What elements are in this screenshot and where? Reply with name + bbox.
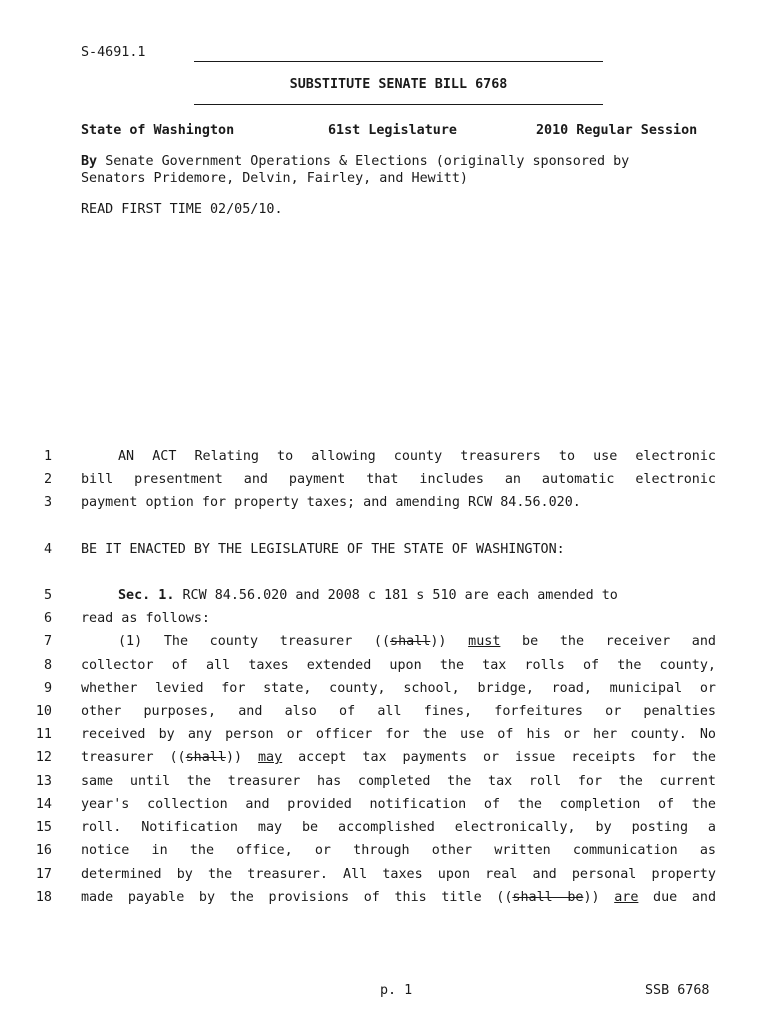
bill-title: SUBSTITUTE SENATE BILL 6768 — [289, 77, 508, 92]
line-number: 15 — [35, 820, 52, 835]
body-line-6: read as follows: — [81, 611, 210, 626]
line-number: 7 — [43, 634, 52, 649]
line-number: 2 — [43, 472, 52, 487]
deleted-text: shall — [185, 750, 226, 765]
inserted-text: must — [468, 634, 501, 649]
line-number: 10 — [35, 704, 52, 719]
line-number: 9 — [43, 681, 52, 696]
line-number: 4 — [43, 542, 52, 557]
header-rule-top — [194, 61, 603, 62]
line-number: 17 — [35, 867, 52, 882]
line-number: 18 — [35, 890, 52, 905]
session-label: 2010 Regular Session — [536, 123, 698, 138]
body-line-14: year's collection and provided notification of the completion of the — [81, 797, 716, 812]
page-number: p. 1 — [380, 983, 413, 998]
line-number: 8 — [43, 658, 52, 673]
line-number: 13 — [35, 774, 52, 789]
line-number: 14 — [35, 797, 52, 812]
body-line-2: bill presentment and payment that includes an automatic electronic — [81, 472, 716, 487]
read-first-time: READ FIRST TIME 02/05/10. — [81, 202, 283, 217]
line-number: 1 — [43, 449, 52, 464]
body-line-3: payment option for property taxes; and amending RCW 84.56.020. — [81, 495, 581, 510]
state-label: State of Washington — [81, 123, 235, 138]
inserted-text: may — [258, 750, 283, 765]
line-18-c: due and — [638, 890, 717, 905]
line-number: 3 — [43, 495, 52, 510]
body-line-7 — [81, 634, 716, 649]
deleted-text: shall — [390, 634, 431, 649]
inserted-text: are — [614, 890, 639, 905]
line-12-c: accept tax payments or issue receipts for the — [282, 750, 716, 765]
line-12-a: treasurer (( — [81, 750, 186, 765]
line-12-b: )) — [225, 750, 258, 765]
header-rule-bottom — [194, 104, 603, 105]
line-1-text: AN ACT Relating to allowing county treasurers to use electronic — [118, 449, 716, 464]
body-line-11: received by any person or officer for the use of his or her county. No — [81, 727, 716, 742]
sponsor-line-2: Senators Pridemore, Delvin, Fairley, and Hewitt) — [81, 171, 468, 186]
document-id: S-4691.1 — [81, 45, 146, 60]
body-line-16: notice in the office, or through other written communication as — [81, 843, 716, 858]
line-7-c: be the receiver and — [500, 634, 716, 649]
body-line-13: same until the treasurer has completed the tax roll for the current — [81, 774, 716, 789]
body-line-9: whether levied for state, county, school, bridge, road, municipal or — [81, 681, 716, 696]
line-7-a: (1) The county treasurer (( — [118, 634, 391, 649]
body-line-12 — [81, 750, 716, 765]
line-number: 6 — [43, 611, 52, 626]
line-18-b: )) — [583, 890, 615, 905]
line-number: 5 — [43, 588, 52, 603]
sponsor-text-1: Senate Government Operations & Elections (originally sponsored by — [105, 154, 630, 169]
body-line-8: collector of all taxes extended upon the tax rolls of the county, — [81, 658, 716, 673]
deleted-text: shall be — [512, 890, 584, 905]
body-line-18 — [81, 890, 716, 905]
footer-bill-ref: SSB 6768 — [645, 983, 710, 998]
line-18-a: made payable by the provisions of this title (( — [81, 890, 513, 905]
line-number: 16 — [35, 843, 52, 858]
legislature-label: 61st Legislature — [328, 123, 457, 138]
body-line-10: other purposes, and also of all fines, forfeitures or penalties — [81, 704, 716, 719]
body-line-1 — [81, 449, 716, 464]
by-label: By — [81, 154, 98, 169]
enacting-clause: BE IT ENACTED BY THE LEGISLATURE OF THE STATE OF WASHINGTON: — [81, 542, 565, 557]
line-7-b: )) — [430, 634, 469, 649]
line-5-text: RCW 84.56.020 and 2008 c 181 s 510 are each amended to — [182, 588, 618, 603]
line-number: 11 — [35, 727, 52, 742]
body-line-5 — [81, 588, 716, 603]
line-number: 12 — [35, 750, 52, 765]
body-line-17: determined by the treasurer. All taxes upon real and personal property — [81, 867, 716, 882]
section-heading: Sec. 1. — [118, 588, 175, 603]
body-line-15: roll. Notification may be accomplished electronically, by posting a — [81, 820, 716, 835]
sponsor-line-1 — [81, 154, 629, 169]
